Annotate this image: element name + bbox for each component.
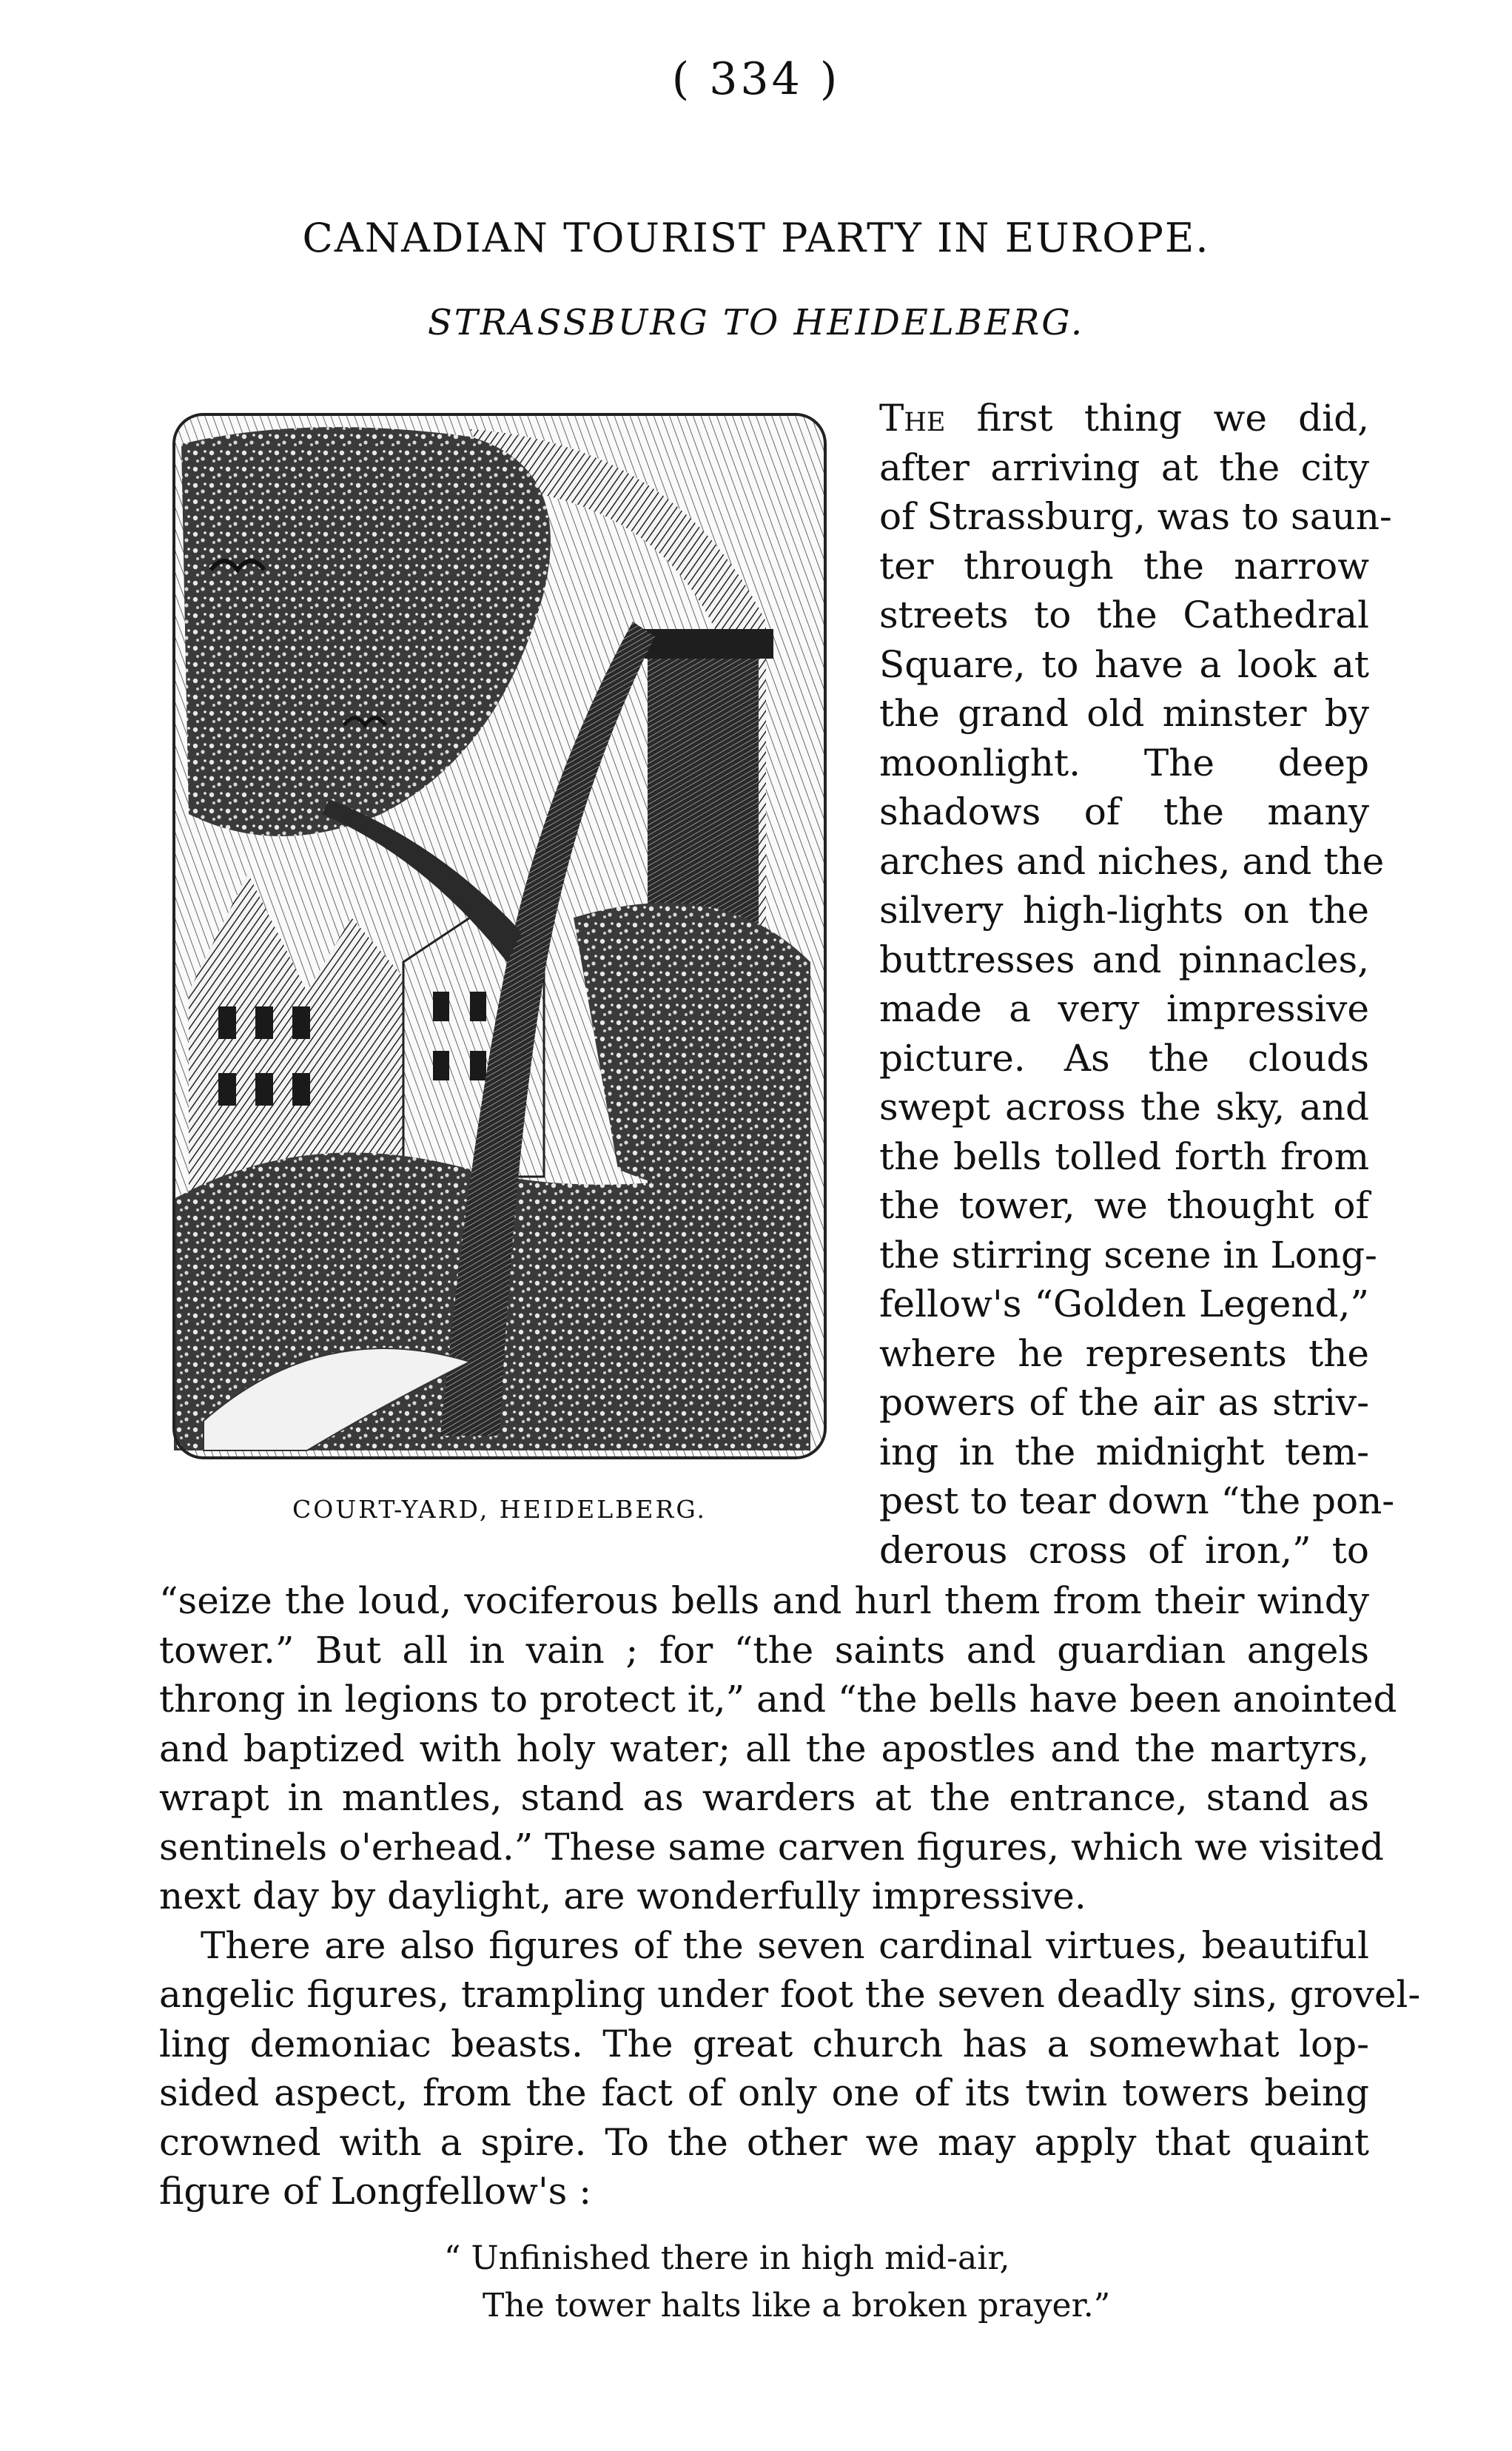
quote-line-2: The tower halts like a broken prayer.” xyxy=(483,2287,1111,2324)
article-title: CANADIAN TOURIST PARTY IN EUROPE. xyxy=(302,215,1210,261)
paragraph-line: figure of Longfellow's : xyxy=(159,2170,592,2213)
text-line: sentinels o'erhead.” These same carven figures, which we visited xyxy=(159,1825,1384,1869)
full-width-text xyxy=(159,1576,1421,2216)
text-line: Square, to have a look at xyxy=(879,642,1369,686)
text-line: “seize the loud, vociferous bells and hurl them from their windy xyxy=(159,1579,1369,1622)
text-line: tower.” But all in vain ; for “the saints and guardian angels xyxy=(159,1628,1369,1672)
text-line: made a very impressive xyxy=(879,987,1369,1030)
article-subtitle: STRASSBURG TO HEIDELBERG. xyxy=(427,302,1085,343)
engraving-image xyxy=(159,400,840,1473)
text-line: ter through the narrow xyxy=(879,544,1369,588)
text-line: the grand old minster by xyxy=(879,692,1369,735)
paragraph-line: ling demoniac beasts. The great church has a somewhat lop- xyxy=(159,2022,1369,2065)
text-line: The first thing we did, xyxy=(879,397,1369,440)
paragraph-line: There are also figures of the seven cardinal virtues, beautiful xyxy=(201,1923,1369,1967)
text-line: wrapt in mantles, stand as warders at the entrance, stand as xyxy=(159,1776,1369,1819)
text-line: after arriving at the city xyxy=(879,446,1369,489)
text-line: of Strassburg, was to saun- xyxy=(879,495,1392,538)
text-line: arches and niches, and the xyxy=(879,839,1385,883)
quote-line-1: “ Unfinished there in high mid-air, xyxy=(444,2239,1010,2277)
text-line: the bells tolled forth from xyxy=(879,1134,1369,1178)
text-line: next day by daylight, are wonderfully impressive. xyxy=(159,1875,1086,1917)
courtyard-engraving xyxy=(159,400,840,1473)
text-line: picture. As the clouds xyxy=(879,1036,1369,1080)
figure-caption: COURT-YARD, HEIDELBERG. xyxy=(292,1495,708,1524)
text-line: buttresses and pinnacles, xyxy=(879,938,1369,981)
paragraph-line: crowned with a spire. To the other we may apply that quaint xyxy=(159,2120,1369,2164)
text-line: streets to the Cathedral xyxy=(879,594,1369,636)
paragraph-line: angelic figures, trampling under foot the seven deadly sins, grovel- xyxy=(159,1973,1421,2016)
verse-quote xyxy=(0,2235,1512,2330)
text-line: shadows of the many xyxy=(879,790,1369,833)
text-line: fellow's “Golden Legend,” xyxy=(879,1282,1369,1325)
text-line: and baptized with holy water; all the apostles and the martyrs, xyxy=(159,1727,1369,1770)
paragraph-line: sided aspect, from the fact of only one of its twin towers being xyxy=(159,2071,1369,2114)
text-line: moonlight. The deep xyxy=(879,741,1369,784)
page-number: ( 334 ) xyxy=(671,53,841,105)
text-line: throng in legions to protect it,” and “the bells have been anointed xyxy=(159,1678,1397,1721)
text-line: derous cross of iron,” to xyxy=(879,1528,1369,1572)
text-line: the tower, we thought of xyxy=(879,1184,1369,1227)
text-line: where he represents the xyxy=(879,1331,1369,1375)
text-line: silvery high-lights on the xyxy=(879,889,1369,932)
column-text xyxy=(879,394,1395,1575)
text-line: swept across the sky, and xyxy=(879,1086,1369,1129)
text-line: the stirring scene in Long- xyxy=(879,1233,1377,1277)
text-line: pest to tear down “the pon- xyxy=(879,1479,1395,1522)
drop-cap-word: The xyxy=(879,397,946,440)
text-line: ing in the midnight tem- xyxy=(879,1430,1369,1473)
text-line: powers of the air as striv- xyxy=(879,1381,1369,1424)
